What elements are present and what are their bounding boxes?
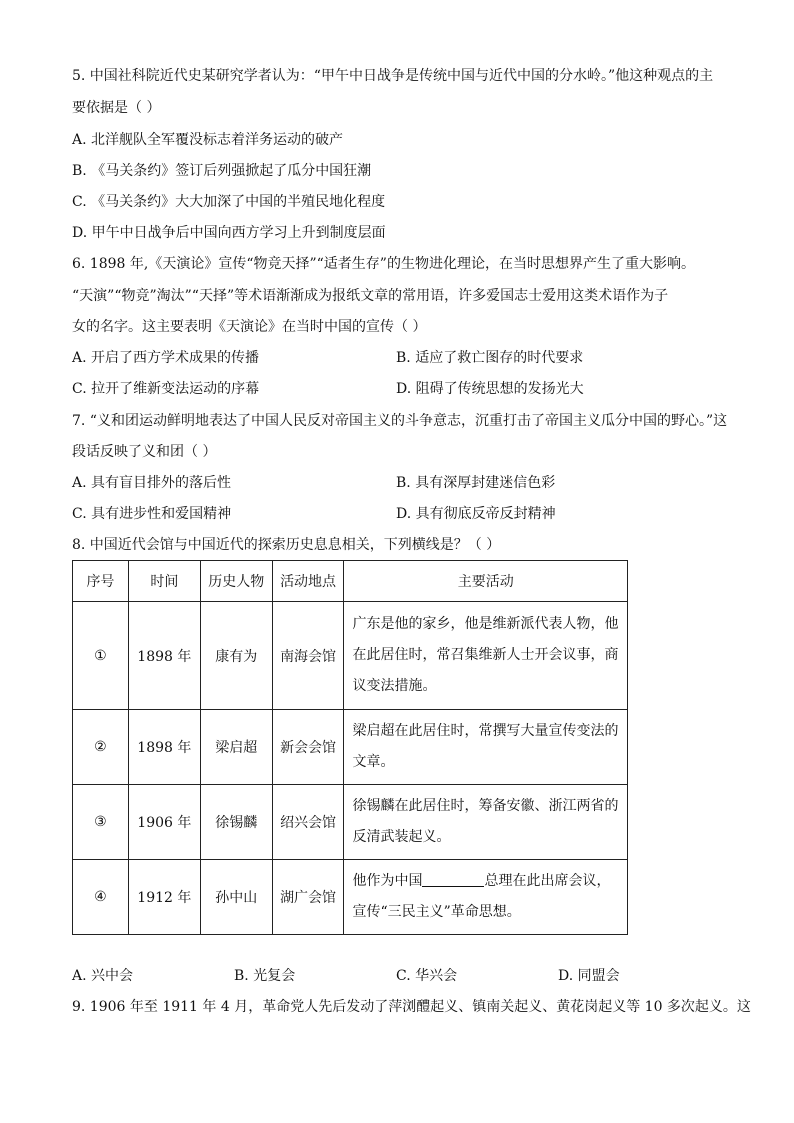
cell-activity bbox=[344, 860, 628, 935]
cell-no: ② bbox=[73, 710, 129, 785]
activity-text-pre: 他作为中国 bbox=[352, 873, 423, 889]
table-header-time: 时间 bbox=[128, 561, 200, 602]
cell-place: 新会会馆 bbox=[272, 710, 344, 785]
q9-stem-line1: 9. 1906 年至 1911 年 4 月，革命党人先后发动了萍浏醴起义、镇南关起义、黄花岗起义等 10 多次起义。这 bbox=[72, 999, 751, 1015]
q6-stem-line3: 女的名字。这主要表明《天演论》在当时中国的宣传（ ） bbox=[72, 319, 427, 335]
q5-stem-line2: 要依据是（ ） bbox=[72, 100, 161, 116]
table-header-no: 序号 bbox=[73, 561, 129, 602]
cell-place: 湖广会馆 bbox=[272, 860, 344, 935]
table-header-activity: 主要活动 bbox=[344, 561, 628, 602]
q5-option-c[interactable]: C. 《马关条约》大大加深了中国的半殖民地化程度 bbox=[72, 194, 386, 210]
table-row bbox=[73, 602, 628, 710]
q8-stem-line1: 8. 中国近代会馆与中国近代的探索历史息息相关，下列横线是？（ ） bbox=[72, 537, 501, 553]
q7-stem-line1: 7. “义和团运动鲜明地表达了中国人民反对帝国主义的斗争意志，沉重打击了帝国主义瓜分中国的野心。”这 bbox=[72, 413, 728, 429]
cell-time: 1912 年 bbox=[128, 860, 200, 935]
cell-activity: 广东是他的家乡，他是维新派代表人物，他在此居住时，常召集维新人士开会议事，商议变法措施。 bbox=[344, 602, 628, 710]
cell-no: ④ bbox=[73, 860, 129, 935]
q6-stem-line2: “天演”“物竞”淘汰”“天择”等术语渐渐成为报纸文章的常用语，许多爱国志士爱用这类术语作为子 bbox=[72, 288, 669, 304]
activity-text-post: 总理在此出席会议，宣传“三民主义”革命思想。 bbox=[352, 873, 611, 920]
cell-time: 1906 年 bbox=[128, 785, 200, 860]
q6-option-a[interactable]: A. 开启了西方学术成果的传播 bbox=[72, 350, 260, 366]
q8-option-d[interactable]: D. 同盟会 bbox=[558, 968, 620, 984]
table-header-place: 活动地点 bbox=[272, 561, 344, 602]
table-header-person: 历史人物 bbox=[200, 561, 272, 602]
q8-option-c[interactable]: C. 华兴会 bbox=[396, 968, 458, 984]
q7-option-d[interactable]: D. 具有彻底反帝反封精神 bbox=[396, 506, 556, 522]
q7-stem-line2: 段话反映了义和团（ ） bbox=[72, 444, 217, 460]
cell-person: 徐锡麟 bbox=[200, 785, 272, 860]
fill-in-blank[interactable] bbox=[422, 872, 484, 887]
table-row bbox=[73, 710, 628, 785]
cell-activity: 梁启超在此居住时，常撰写大量宣传变法的文章。 bbox=[344, 710, 628, 785]
q5-option-d[interactable]: D. 甲午中日战争后中国向西方学习上升到制度层面 bbox=[72, 225, 386, 241]
q6-option-d[interactable]: D. 阻碍了传统思想的发扬光大 bbox=[396, 381, 584, 397]
table-row bbox=[73, 860, 628, 935]
cell-place: 南海会馆 bbox=[272, 602, 344, 710]
q7-option-a[interactable]: A. 具有盲目排外的落后性 bbox=[72, 475, 232, 491]
cell-place: 绍兴会馆 bbox=[272, 785, 344, 860]
q5-option-b[interactable]: B. 《马关条约》签订后列强掀起了瓜分中国狂潮 bbox=[72, 163, 372, 179]
cell-activity: 徐锡麟在此居住时，筹备安徽、浙江两省的反清武装起义。 bbox=[344, 785, 628, 860]
q5-stem-line1: 5. 中国社科院近代史某研究学者认为：“甲午中日战争是传统中国与近代中国的分水岭。”他这种观点的主 bbox=[72, 68, 714, 84]
q6-stem-line1: 6. 1898 年,《天演论》宣传“物竞天择”“适者生存”的生物进化理论，在当时思想界产生了重大影响。 bbox=[72, 256, 695, 272]
cell-time: 1898 年 bbox=[128, 602, 200, 710]
q8-option-b[interactable]: B. 光复会 bbox=[234, 968, 296, 984]
cell-no: ③ bbox=[73, 785, 129, 860]
q8-table bbox=[72, 560, 628, 935]
cell-person: 康有为 bbox=[200, 602, 272, 710]
q8-option-a[interactable]: A. 兴中会 bbox=[72, 968, 134, 984]
q6-option-b[interactable]: B. 适应了救亡图存的时代要求 bbox=[396, 350, 584, 366]
q5-option-a[interactable]: A. 北洋舰队全军覆没标志着洋务运动的破产 bbox=[72, 132, 344, 148]
cell-person: 孙中山 bbox=[200, 860, 272, 935]
q7-option-c[interactable]: C. 具有进步性和爱国精神 bbox=[72, 506, 232, 522]
cell-time: 1898 年 bbox=[128, 710, 200, 785]
q7-option-b[interactable]: B. 具有深厚封建迷信色彩 bbox=[396, 475, 556, 491]
cell-person: 梁启超 bbox=[200, 710, 272, 785]
cell-no: ① bbox=[73, 602, 129, 710]
table-header-row bbox=[73, 561, 628, 602]
table-row bbox=[73, 785, 628, 860]
q6-option-c[interactable]: C. 拉开了维新变法运动的序幕 bbox=[72, 381, 260, 397]
